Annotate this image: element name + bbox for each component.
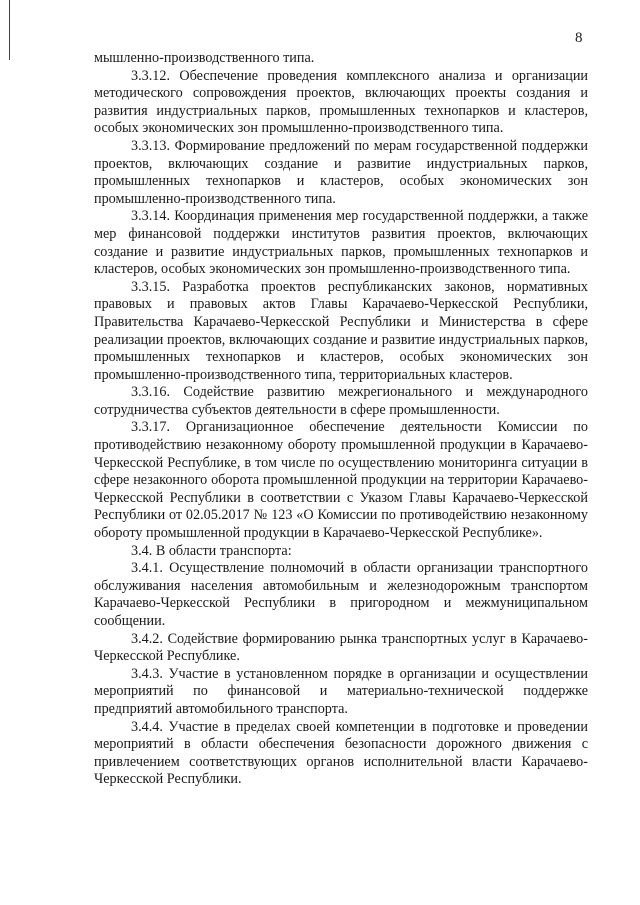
paragraph: 3.4.4. Участие в пределах своей компетенции в подготовке и проведении мероприятий в области обеспечения безопасности дорожного движения с привлечением соответствующих органов исполнительной власти Карачаево-Черкесской Республики. xyxy=(94,718,588,788)
paragraph: 3.3.12. Обеспечение проведения комплексного анализа и организации методического сопровождения проектов, включающих проекты создания и развития индустриальных парков, промышленных технопарков и кластеров, особых экономических зон промышленно-производственного типа. xyxy=(94,67,588,137)
document-body xyxy=(94,50,588,789)
paragraph: 3.3.13. Формирование предложений по мерам государственной поддержки проектов, включающих создание и развитие индустриальных парков, промышленных технопарков и кластеров, особых экономических зон промышленно-производственного типа. xyxy=(94,137,588,207)
paragraph: 3.4.2. Содействие формированию рынка транспортных услуг в Карачаево-Черкесской Республике. xyxy=(94,630,588,665)
section-heading: 3.4. В области транспорта: xyxy=(131,542,292,559)
scan-edge-line xyxy=(9,0,10,60)
paragraph: 3.3.14. Координация применения мер государственной поддержки, а также мер финансовой поддержки институтов развития проектов, включающих создание и развитие индустриальных парков, промышленных технопарков и кластеров, особых экономических зон промышленно-производственного типа. xyxy=(94,208,588,278)
paragraph: 3.4.3. Участие в установленном порядке в организации и осуществлении мероприятий по финансовой и материально-технической поддержке предприятий автомобильного транспорта. xyxy=(94,665,588,717)
paragraph: мышленно-производственного типа. xyxy=(94,50,315,66)
paragraph: 3.3.15. Разработка проектов республиканских законов, нормативных правовых и правовых актов Главы Карачаево-Черкесской Республики, Правительства Карачаево-Черкесской Республики и Министерства в сфере реализации проектов, включающих создание и развитие индустриальных парков, промышленных технопарков и кластеров, особых экономических зон промышленно-производственного типа, территориальных кластеров. xyxy=(94,278,588,383)
paragraph: 3.4.1. Осуществление полномочий в области организации транспортного обслуживания населения автомобильным и железнодорожным транспортом Карачаево-Черкесской Республики в пригородном и межмуниципальном сообщении. xyxy=(94,560,588,629)
page-number: 8 xyxy=(575,30,583,46)
paragraph: 3.3.16. Содействие развитию межрегионального и международного сотрудничества субъектов деятельности в сфере промышленности. xyxy=(94,384,588,418)
paragraph: 3.3.17. Организационное обеспечение деятельности Комиссии по противодействию незаконному обороту промышленной продукции в Карачаево-Черкесской Республике, в том числе по осуществлению мониторинга ситуации в сфере незаконного оборота промышленной продукции на территории Карачаево-Черкесской Республики в соответствии с Указом Главы Карачаево-Черкесской Республики от 02.05.2017 № 123 «О Комиссии по противодействию незаконному обороту промышленной продукции в Карачаево-Черкесской Республике». xyxy=(94,419,588,542)
